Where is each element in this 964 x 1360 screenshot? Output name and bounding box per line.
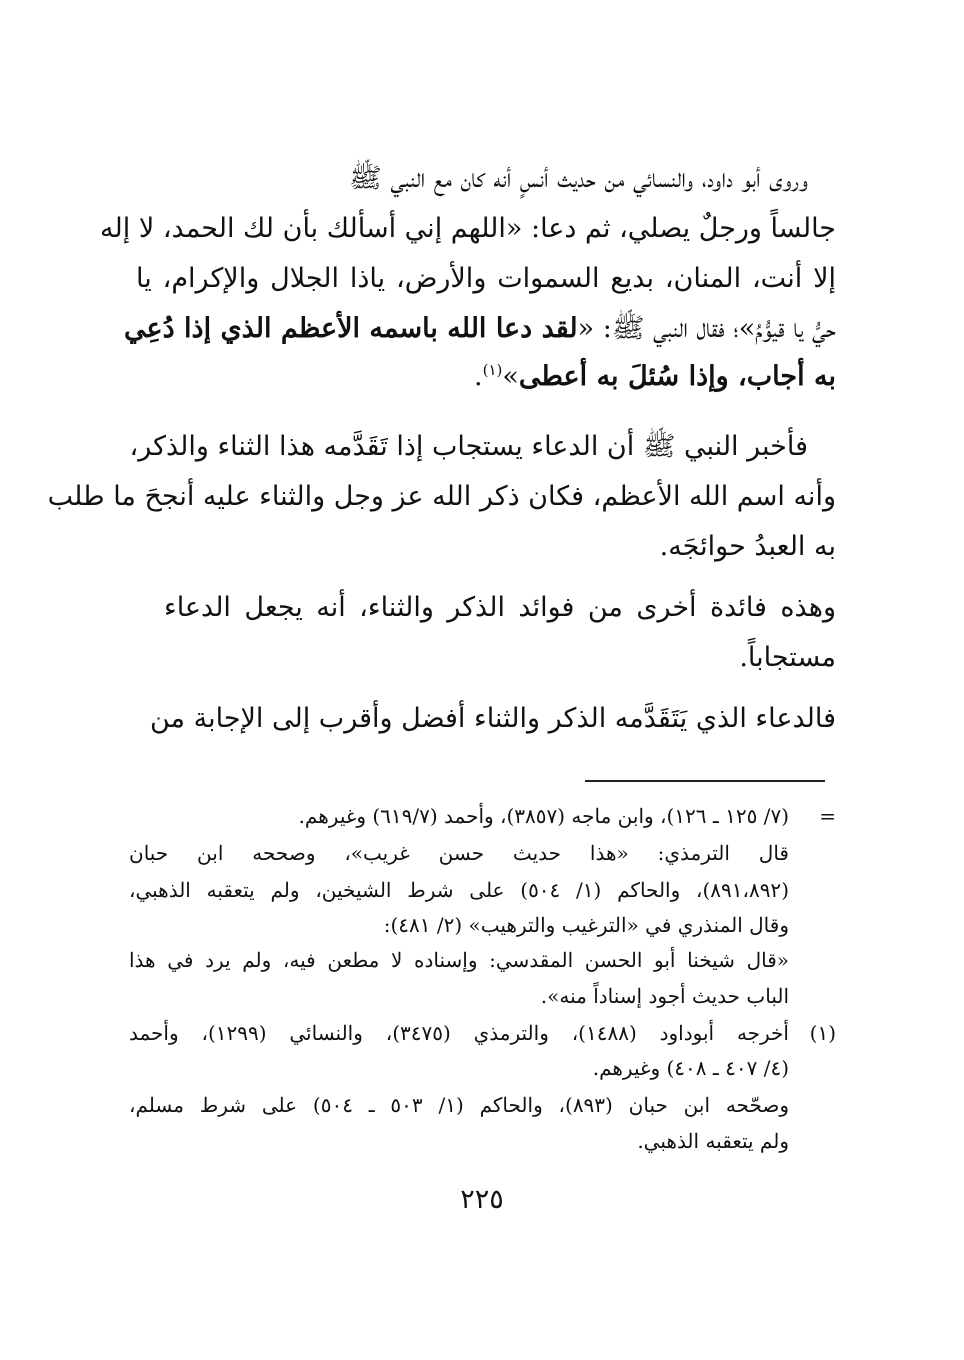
body-line-4 [124,315,836,342]
body-line-8: به العبدُ حوائجَه. [659,531,836,562]
footnote-line-5: «قال شيخنا أبو الحسن المقدسي: وإسناده لا مطعن فيه، ولم يرد في هذا [129,948,789,972]
footnote-separator [585,780,825,782]
footnote-line-2: قال الترمذي: «هذا حديث حسن غريب»، وصححه ابن حبان [129,841,789,865]
hadith-bold-2: به أجاب، وإذا سُئلَ به أعطى [518,361,836,392]
body-line-6: فأخبر النبي ﷺ أن الدعاء يستجاب إذا تَقَدَّمه هذا الثناء والذكر، [129,431,808,462]
footnote-number-1: (١) [809,1021,836,1045]
page-number: ٢٢٥ [460,1184,504,1215]
footnote-line-1: (٧/ ١٢٥ ـ ١٢٦)، وابن ماجه (٣٨٥٧)، وأحمد (٦١٩/٧) وغيرهم. [298,804,789,828]
footnote-line-3: (٨٩١،٨٩٢)، والحاكم (١/ ٥٠٤) على شرط الشيخين، ولم يتعقبه الذهبي، [129,878,789,902]
hadith-bold-1: لقد دعا الله باسمه الأعظم الذي إذا دُعِي [124,313,578,344]
body-line-2: جالساً ورجلٌ يصلي، ثم دعا: «اللهم إني أسألك بأن لك الحمد، لا إله [100,213,836,244]
footnote-line-6: الباب حديث أجود إسناداً منه». [540,984,789,1008]
footnote-line-4: وقال المنذري في «الترغيب والترهيب» (٢/ ٤٨١): [383,913,789,937]
body-line-1: وروى أبو داود، والنسائي من حديث أنسٍ أنه كان مع النبي ﷺ [349,163,808,194]
body-line-9: وهذه فائدة أخرى من فوائد الذكر والثناء، أنه يجعل الدعاء [164,592,836,623]
body-line-3: إلا أنت، المنان، بديع السموات والأرض، ياذا الجلال والإكرام، يا [136,263,836,294]
footnote-continuation-marker: = [819,804,836,828]
footnote-line-10: ولم يتعقبه الذهبي. [637,1129,789,1153]
body-line-5 [474,363,836,390]
body-line-7: وأنه اسم الله الأعظم، فكان ذكر الله عز وجل والثناء عليه أنجحَ ما طلب [47,481,836,512]
footnote-line-7: أخرجه أبوداود (١٤٨٨)، والترمذي (٣٤٧٥)، والنسائي (١٢٩٩)، وأحمد [129,1021,789,1045]
body-line-11: فالدعاء الذي يَتَقَدَّمه الذكر والثناء أفضل وأقرب إلى الإجابة من [150,703,836,734]
body-line-4-plain: حيُّ يا قيوُّمُ»؛ فقال النبي ﷺ: « [577,313,836,344]
footnote-line-8: (٤/ ٤٠٧ ـ ٤٠٨) وغيرهم. [592,1056,789,1080]
footnote-line-9: وصحّحه ابن حبان (٨٩٣)، والحاكم (١/ ٥٠٣ ـ ٥٠٤) على شرط مسلم، [129,1093,789,1117]
body-line-10: مستجاباً. [739,642,836,673]
closing-quote: » [502,361,519,392]
footnote-ref-1[interactable]: (١) [482,361,503,379]
full-stop: . [474,361,483,392]
